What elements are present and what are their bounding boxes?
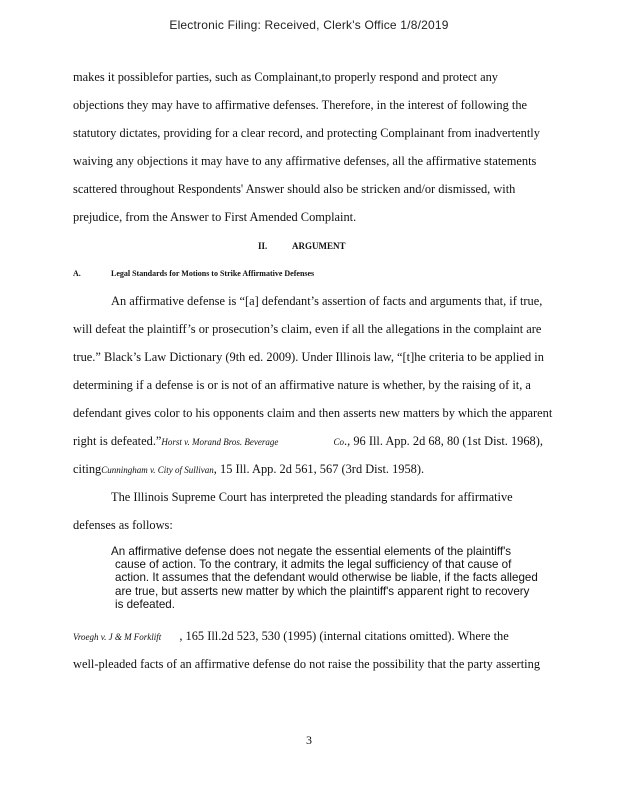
citation-lead: citing [73,462,102,476]
section-number: II. [258,241,268,251]
filing-header: Electronic Filing: Received, Clerk's Office 1/8/2019 [169,18,449,32]
section-title: ARGUMENT [292,241,346,251]
citation-reporter: , 165 Ill.2d 523, 530 (1995) (internal citations omitted). Where the [179,629,509,643]
body-line: An affirmative defense is “[a] defendant’s assertion of facts and arguments that, if true, [111,294,543,308]
body-line: statutory dictates, providing for a clear record, and protecting Complainant from inadvertently [73,126,540,140]
body-line: true.” Black’s Law Dictionary (9th ed. 2009). Under Illinois law, “[t]he criteria to be applied in [73,350,544,364]
case-name-suffix: Co [333,437,345,447]
citation-reporter: , 15 Ill. App. 2d 561, 567 (3rd Dist. 1958). [213,462,425,476]
subsection-title: Legal Standards for Motions to Strike Affirmative Defenses [111,269,315,278]
body-line: prejudice, from the Answer to First Amended Complaint. [73,210,357,224]
block-quote [111,545,551,611]
body-line: waiving any objections it may have to any affirmative defenses, all the affirmative statements [73,154,537,168]
subsection-letter: A. [73,269,81,278]
case-name: Horst v. Morand Bros. Beverage [161,437,279,447]
quote-line: An affirmative defense does not negate the essential elements of the plaintiff's [111,545,512,558]
body-line: determining if a defense is or is not of an affirmative nature is whether, by the raising of it, a [73,378,531,392]
body-line: scattered throughout Respondents' Answer should also be stricken and/or dismissed, with [73,182,516,196]
case-name: Vroegh v. J & M Forklift [73,632,162,642]
page-number: 3 [306,733,312,747]
body-line: The Illinois Supreme Court has interpreted the pleading standards for affirmative [111,490,513,504]
quote-line: is defeated. [115,597,175,611]
body-line: will defeat the plaintiff’s or prosecution’s claim, even if all the allegations in the complaint are [73,322,542,336]
citation-lead: right is defeated.” [73,434,162,448]
quote-line: action. It assumes that the defendant would otherwise be liable, if the facts alleged [115,571,538,585]
body-line-citation [73,462,424,477]
body-line: defendant gives color to his opponents claim and then asserts new matters by which the apparent [73,406,553,420]
quote-line: cause of action. To the contrary, it admits the legal sufficiency of that cause of [115,558,512,572]
body-line: makes it possiblefor parties, such as Complainant,to properly respond and protect any [73,70,498,84]
body-line-citation [73,434,543,449]
body-line: well-pleaded facts of an affirmative defense do not raise the possibility that the party asserting [73,657,541,671]
case-name: Cunningham v. City of Sullivan [101,465,214,475]
body-line: defenses as follows: [73,518,173,532]
quote-line: are true, but asserts new matter by which the plaintiff's apparent right to recovery [115,584,530,598]
body-line: objections they may have to affirmative defenses. Therefore, in the interest of following the [73,98,528,112]
citation-reporter: ., 96 Ill. App. 2d 68, 80 (1st Dist. 1968), [344,434,543,448]
body-line-citation [73,629,509,644]
